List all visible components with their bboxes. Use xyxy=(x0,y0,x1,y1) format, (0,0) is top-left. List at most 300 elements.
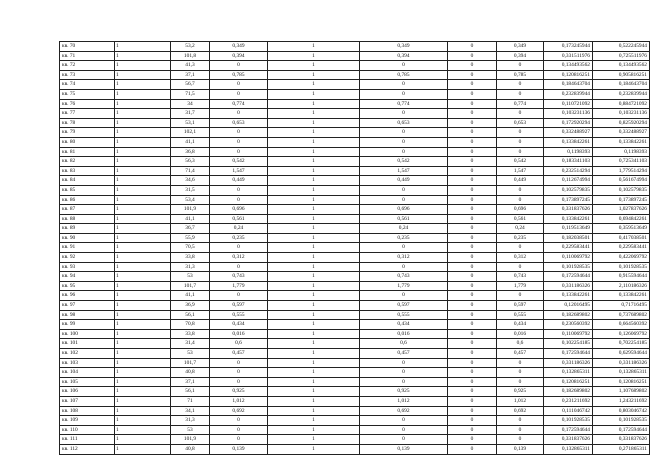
table-row xyxy=(60,214,650,224)
share-cell: 0,184643704 xyxy=(544,80,593,90)
value-b-cell: 0 xyxy=(360,147,448,157)
table-row xyxy=(60,349,650,359)
zero-cell: 0 xyxy=(448,70,497,80)
zero-cell: 0 xyxy=(448,61,497,71)
total-cell: 0,905816251 xyxy=(593,70,650,80)
coef-cell: 1 xyxy=(268,387,360,397)
zero-cell: 0 xyxy=(448,214,497,224)
total-cell: 0,172594644 xyxy=(593,425,650,435)
value-b-cell: 0,743 xyxy=(360,272,448,282)
value-c-cell: 0,542 xyxy=(497,157,544,167)
count-cell: 1 xyxy=(115,310,171,320)
zero-cell: 0 xyxy=(448,89,497,99)
area-cell: 53,1 xyxy=(171,118,210,128)
coef-cell: 1 xyxy=(268,435,360,445)
value-b-cell: 0,24 xyxy=(360,224,448,234)
value-b-cell: 0 xyxy=(360,128,448,138)
apartment-cell: кв. 72 xyxy=(60,61,115,71)
area-cell: 41,1 xyxy=(171,214,210,224)
apartment-cell: кв. 96 xyxy=(60,291,115,301)
share-cell: 0,229583441 xyxy=(544,243,593,253)
area-cell: 101,9 xyxy=(171,435,210,445)
zero-cell: 0 xyxy=(448,147,497,157)
zero-cell: 0 xyxy=(448,157,497,167)
area-cell: 34,1 xyxy=(171,406,210,416)
table-row xyxy=(60,128,650,138)
apartment-cell: кв. 99 xyxy=(60,320,115,330)
table-row xyxy=(60,262,650,272)
zero-cell: 0 xyxy=(448,377,497,387)
zero-cell: 0 xyxy=(448,233,497,243)
zero-cell: 0 xyxy=(448,176,497,186)
share-cell: 0,173245944 xyxy=(544,42,593,52)
zero-cell: 0 xyxy=(448,329,497,339)
value-b-cell: 0,597 xyxy=(360,301,448,311)
area-cell: 53 xyxy=(171,425,210,435)
value-c-cell: 0,349 xyxy=(497,42,544,52)
coef-cell: 1 xyxy=(268,61,360,71)
total-cell: 0,134493562 xyxy=(593,61,650,71)
table-row xyxy=(60,205,650,215)
share-cell: 0,182689802 xyxy=(544,387,593,397)
apartment-cell: кв. 80 xyxy=(60,137,115,147)
value-a-cell: 1,779 xyxy=(210,281,268,291)
coef-cell: 1 xyxy=(268,349,360,359)
apartment-cell: кв. 90 xyxy=(60,233,115,243)
value-b-cell: 0 xyxy=(360,109,448,119)
area-cell: 36,7 xyxy=(171,224,210,234)
share-cell: 0,172920294 xyxy=(544,118,593,128)
total-cell: 0,803046742 xyxy=(593,406,650,416)
value-c-cell: 0,653 xyxy=(497,118,544,128)
area-cell: 53,2 xyxy=(171,42,210,52)
value-a-cell: 0,457 xyxy=(210,349,268,359)
value-b-cell: 0,692 xyxy=(360,406,448,416)
count-cell: 1 xyxy=(115,80,171,90)
share-cell: 0,101928535 xyxy=(544,262,593,272)
value-b-cell: 0,235 xyxy=(360,233,448,243)
area-cell: 101,7 xyxy=(171,281,210,291)
value-a-cell: 1,547 xyxy=(210,166,268,176)
value-a-cell: 0,597 xyxy=(210,301,268,311)
zero-cell: 0 xyxy=(448,118,497,128)
value-b-cell: 0 xyxy=(360,377,448,387)
value-a-cell: 0 xyxy=(210,185,268,195)
coef-cell: 1 xyxy=(268,310,360,320)
total-cell: 0,271865311 xyxy=(593,444,650,454)
value-a-cell: 0 xyxy=(210,435,268,445)
count-cell: 1 xyxy=(115,377,171,387)
total-cell: 0,173897245 xyxy=(593,195,650,205)
value-c-cell: 0 xyxy=(497,368,544,378)
count-cell: 1 xyxy=(115,109,171,119)
share-cell: 0,331186326 xyxy=(544,358,593,368)
table-row xyxy=(60,61,650,71)
value-c-cell: 0 xyxy=(497,80,544,90)
coef-cell: 1 xyxy=(268,42,360,52)
share-cell: 0,101928535 xyxy=(544,416,593,426)
value-c-cell: 0 xyxy=(497,416,544,426)
count-cell: 1 xyxy=(115,291,171,301)
count-cell: 1 xyxy=(115,253,171,263)
value-c-cell: 0,743 xyxy=(497,272,544,282)
table-row xyxy=(60,185,650,195)
share-cell: 0,183341103 xyxy=(544,157,593,167)
apartment-cell: кв. 93 xyxy=(60,262,115,272)
value-c-cell: 0,696 xyxy=(497,205,544,215)
apartment-cell: кв. 71 xyxy=(60,51,115,61)
value-c-cell: 0 xyxy=(497,109,544,119)
coef-cell: 1 xyxy=(268,109,360,119)
total-cell: 0,103231136 xyxy=(593,109,650,119)
table-row xyxy=(60,99,650,109)
apartment-cell: кв. 107 xyxy=(60,396,115,406)
area-cell: 70,8 xyxy=(171,320,210,330)
value-b-cell: 1,779 xyxy=(360,281,448,291)
area-cell: 41,3 xyxy=(171,61,210,71)
area-cell: 56,1 xyxy=(171,310,210,320)
zero-cell: 0 xyxy=(448,109,497,119)
total-cell: 0,1198393 xyxy=(593,147,650,157)
total-cell: 0,101928535 xyxy=(593,262,650,272)
value-c-cell: 0 xyxy=(497,195,544,205)
area-cell: 33,8 xyxy=(171,253,210,263)
zero-cell: 0 xyxy=(448,358,497,368)
total-cell: 0,561674994 xyxy=(593,176,650,186)
apartment-cell: кв. 70 xyxy=(60,42,115,52)
zero-cell: 0 xyxy=(448,444,497,454)
area-cell: 40,8 xyxy=(171,444,210,454)
coef-cell: 1 xyxy=(268,70,360,80)
table-row xyxy=(60,176,650,186)
value-b-cell: 0,653 xyxy=(360,118,448,128)
table-row xyxy=(60,358,650,368)
value-a-cell: 0 xyxy=(210,147,268,157)
apartment-cell: кв. 109 xyxy=(60,416,115,426)
value-a-cell: 0,555 xyxy=(210,310,268,320)
share-cell: 0,172594644 xyxy=(544,272,593,282)
apartment-cell: кв. 83 xyxy=(60,166,115,176)
apartment-cell: кв. 100 xyxy=(60,329,115,339)
zero-cell: 0 xyxy=(448,80,497,90)
value-c-cell: 0 xyxy=(497,89,544,99)
count-cell: 1 xyxy=(115,195,171,205)
count-cell: 1 xyxy=(115,368,171,378)
apartment-cell: кв. 111 xyxy=(60,435,115,445)
area-cell: 41,1 xyxy=(171,291,210,301)
area-cell: 34,6 xyxy=(171,176,210,186)
total-cell: 0,522245944 xyxy=(593,42,650,52)
zero-cell: 0 xyxy=(448,262,497,272)
value-a-cell: 0 xyxy=(210,425,268,435)
table-row xyxy=(60,195,650,205)
table-row xyxy=(60,51,650,61)
value-a-cell: 0,6 xyxy=(210,339,268,349)
apartment-cell: кв. 94 xyxy=(60,272,115,282)
value-c-cell: 0 xyxy=(497,185,544,195)
apartment-cell: кв. 75 xyxy=(60,89,115,99)
coef-cell: 1 xyxy=(268,185,360,195)
zero-cell: 0 xyxy=(448,406,497,416)
coef-cell: 1 xyxy=(268,358,360,368)
area-cell: 31,7 xyxy=(171,109,210,119)
total-cell: 0,725341103 xyxy=(593,157,650,167)
zero-cell: 0 xyxy=(448,42,497,52)
value-c-cell: 0,312 xyxy=(497,253,544,263)
area-cell: 56,7 xyxy=(171,80,210,90)
share-cell: 0,12016495 xyxy=(544,301,593,311)
table-row xyxy=(60,137,650,147)
count-cell: 1 xyxy=(115,205,171,215)
value-a-cell: 0 xyxy=(210,89,268,99)
zero-cell: 0 xyxy=(448,425,497,435)
count-cell: 1 xyxy=(115,349,171,359)
table-row xyxy=(60,339,650,349)
area-cell: 40,8 xyxy=(171,368,210,378)
coef-cell: 1 xyxy=(268,128,360,138)
zero-cell: 0 xyxy=(448,185,497,195)
share-cell: 0,1198393 xyxy=(544,147,593,157)
apartment-cell: кв. 84 xyxy=(60,176,115,186)
value-a-cell: 0,449 xyxy=(210,176,268,186)
share-cell: 0,110069792 xyxy=(544,329,593,339)
count-cell: 1 xyxy=(115,89,171,99)
apartment-cell: кв. 108 xyxy=(60,406,115,416)
table-row xyxy=(60,233,650,243)
value-a-cell: 0 xyxy=(210,291,268,301)
area-cell: 31,3 xyxy=(171,416,210,426)
zero-cell: 0 xyxy=(448,272,497,282)
apartment-cell: кв. 102 xyxy=(60,349,115,359)
value-c-cell: 0,692 xyxy=(497,406,544,416)
table-row xyxy=(60,80,650,90)
value-c-cell: 0 xyxy=(497,291,544,301)
zero-cell: 0 xyxy=(448,349,497,359)
value-a-cell: 0 xyxy=(210,109,268,119)
value-a-cell: 0,785 xyxy=(210,70,268,80)
total-cell: 0,359513649 xyxy=(593,224,650,234)
apartment-cell: кв. 92 xyxy=(60,253,115,263)
value-b-cell: 0 xyxy=(360,416,448,426)
value-a-cell: 0 xyxy=(210,358,268,368)
apartment-cell: кв. 91 xyxy=(60,243,115,253)
count-cell: 1 xyxy=(115,444,171,454)
apartment-cell: кв. 106 xyxy=(60,387,115,397)
area-cell: 101,9 xyxy=(171,205,210,215)
value-b-cell: 1,547 xyxy=(360,166,448,176)
apartment-cell: кв. 74 xyxy=(60,80,115,90)
value-a-cell: 0,692 xyxy=(210,406,268,416)
coef-cell: 1 xyxy=(268,262,360,272)
zero-cell: 0 xyxy=(448,339,497,349)
share-cell: 0,133842261 xyxy=(544,291,593,301)
value-c-cell: 0,394 xyxy=(497,51,544,61)
value-a-cell: 0,394 xyxy=(210,51,268,61)
zero-cell: 0 xyxy=(448,51,497,61)
share-cell: 0,111046742 xyxy=(544,406,593,416)
total-cell: 0,331186326 xyxy=(593,358,650,368)
table-row xyxy=(60,406,650,416)
coef-cell: 1 xyxy=(268,301,360,311)
count-cell: 1 xyxy=(115,435,171,445)
table-row xyxy=(60,368,650,378)
share-cell: 0,182038501 xyxy=(544,233,593,243)
count-cell: 1 xyxy=(115,128,171,138)
total-cell: 0,725511976 xyxy=(593,51,650,61)
apartment-cell: кв. 104 xyxy=(60,368,115,378)
coef-cell: 1 xyxy=(268,224,360,234)
value-a-cell: 0,139 xyxy=(210,444,268,454)
count-cell: 1 xyxy=(115,329,171,339)
count-cell: 1 xyxy=(115,137,171,147)
count-cell: 1 xyxy=(115,118,171,128)
count-cell: 1 xyxy=(115,166,171,176)
count-cell: 1 xyxy=(115,425,171,435)
value-c-cell: 0 xyxy=(497,358,544,368)
zero-cell: 0 xyxy=(448,195,497,205)
count-cell: 1 xyxy=(115,224,171,234)
area-cell: 102,1 xyxy=(171,128,210,138)
value-c-cell: 1,547 xyxy=(497,166,544,176)
table-row xyxy=(60,291,650,301)
count-cell: 1 xyxy=(115,406,171,416)
total-cell: 0,664560392 xyxy=(593,320,650,330)
share-cell: 0,132865311 xyxy=(544,368,593,378)
apartment-cell: кв. 82 xyxy=(60,157,115,167)
value-a-cell: 0 xyxy=(210,377,268,387)
total-cell: 0,133842261 xyxy=(593,291,650,301)
value-c-cell: 0,235 xyxy=(497,233,544,243)
value-c-cell: 0 xyxy=(497,147,544,157)
apartment-cell: кв. 78 xyxy=(60,118,115,128)
apartment-cell: кв. 101 xyxy=(60,339,115,349)
coef-cell: 1 xyxy=(268,253,360,263)
value-a-cell: 0,561 xyxy=(210,214,268,224)
coef-cell: 1 xyxy=(268,157,360,167)
coef-cell: 1 xyxy=(268,118,360,128)
table-row xyxy=(60,329,650,339)
value-c-cell: 0,597 xyxy=(497,301,544,311)
coef-cell: 1 xyxy=(268,291,360,301)
count-cell: 1 xyxy=(115,70,171,80)
total-cell: 0,101928535 xyxy=(593,416,650,426)
zero-cell: 0 xyxy=(448,224,497,234)
share-cell: 0,132865311 xyxy=(544,444,593,454)
value-a-cell: 0,653 xyxy=(210,118,268,128)
zero-cell: 0 xyxy=(448,205,497,215)
value-c-cell: 0,016 xyxy=(497,329,544,339)
zero-cell: 0 xyxy=(448,310,497,320)
coef-cell: 1 xyxy=(268,233,360,243)
table-row xyxy=(60,42,650,52)
share-cell: 0,331837626 xyxy=(544,435,593,445)
count-cell: 1 xyxy=(115,243,171,253)
area-cell: 34 xyxy=(171,99,210,109)
value-b-cell: 0,6 xyxy=(360,339,448,349)
table-row xyxy=(60,435,650,445)
count-cell: 1 xyxy=(115,176,171,186)
value-b-cell: 0 xyxy=(360,185,448,195)
count-cell: 1 xyxy=(115,416,171,426)
total-cell: 0,332488927 xyxy=(593,128,650,138)
value-b-cell: 0,349 xyxy=(360,42,448,52)
value-a-cell: 0,925 xyxy=(210,387,268,397)
value-c-cell: 0 xyxy=(497,137,544,147)
value-b-cell: 0 xyxy=(360,291,448,301)
zero-cell: 0 xyxy=(448,128,497,138)
table-row xyxy=(60,157,650,167)
coef-cell: 1 xyxy=(268,416,360,426)
value-a-cell: 0 xyxy=(210,137,268,147)
coef-cell: 1 xyxy=(268,377,360,387)
area-cell: 31,3 xyxy=(171,262,210,272)
coef-cell: 1 xyxy=(268,166,360,176)
share-cell: 0,182689802 xyxy=(544,310,593,320)
value-b-cell: 0 xyxy=(360,358,448,368)
table-row xyxy=(60,118,650,128)
area-cell: 56,1 xyxy=(171,387,210,397)
value-b-cell: 0,542 xyxy=(360,157,448,167)
value-c-cell: 0,561 xyxy=(497,214,544,224)
value-b-cell: 0,561 xyxy=(360,214,448,224)
zero-cell: 0 xyxy=(448,253,497,263)
area-cell: 31,5 xyxy=(171,185,210,195)
apartment-cell: кв. 85 xyxy=(60,185,115,195)
area-cell: 101,8 xyxy=(171,51,210,61)
value-a-cell: 0,24 xyxy=(210,224,268,234)
coef-cell: 1 xyxy=(268,396,360,406)
apartment-cell: кв. 97 xyxy=(60,301,115,311)
value-a-cell: 0,434 xyxy=(210,320,268,330)
count-cell: 1 xyxy=(115,396,171,406)
value-b-cell: 0,696 xyxy=(360,205,448,215)
coef-cell: 1 xyxy=(268,214,360,224)
value-b-cell: 0,457 xyxy=(360,349,448,359)
count-cell: 1 xyxy=(115,214,171,224)
value-a-cell: 0,743 xyxy=(210,272,268,282)
table-row xyxy=(60,109,650,119)
value-c-cell: 1,012 xyxy=(497,396,544,406)
total-cell: 1,107689802 xyxy=(593,387,650,397)
share-cell: 0,120816251 xyxy=(544,70,593,80)
table-row xyxy=(60,70,650,80)
count-cell: 1 xyxy=(115,61,171,71)
value-a-cell: 0,312 xyxy=(210,253,268,263)
apartment-cell: кв. 79 xyxy=(60,128,115,138)
coef-cell: 1 xyxy=(268,205,360,215)
total-cell: 1,027837626 xyxy=(593,205,650,215)
total-cell: 0,120816251 xyxy=(593,377,650,387)
value-c-cell: 0,774 xyxy=(497,99,544,109)
value-b-cell: 0 xyxy=(360,89,448,99)
count-cell: 1 xyxy=(115,42,171,52)
total-cell: 0,694842261 xyxy=(593,214,650,224)
area-cell: 71,5 xyxy=(171,89,210,99)
share-cell: 0,119513649 xyxy=(544,224,593,234)
value-b-cell: 0,774 xyxy=(360,99,448,109)
value-b-cell: 0 xyxy=(360,243,448,253)
coef-cell: 1 xyxy=(268,406,360,416)
value-c-cell: 0 xyxy=(497,425,544,435)
coef-cell: 1 xyxy=(268,425,360,435)
total-cell: 0,702254185 xyxy=(593,339,650,349)
value-c-cell: 0,555 xyxy=(497,310,544,320)
coef-cell: 1 xyxy=(268,339,360,349)
count-cell: 1 xyxy=(115,272,171,282)
share-cell: 0,232514294 xyxy=(544,166,593,176)
value-a-cell: 1,012 xyxy=(210,396,268,406)
value-c-cell: 0,925 xyxy=(497,387,544,397)
